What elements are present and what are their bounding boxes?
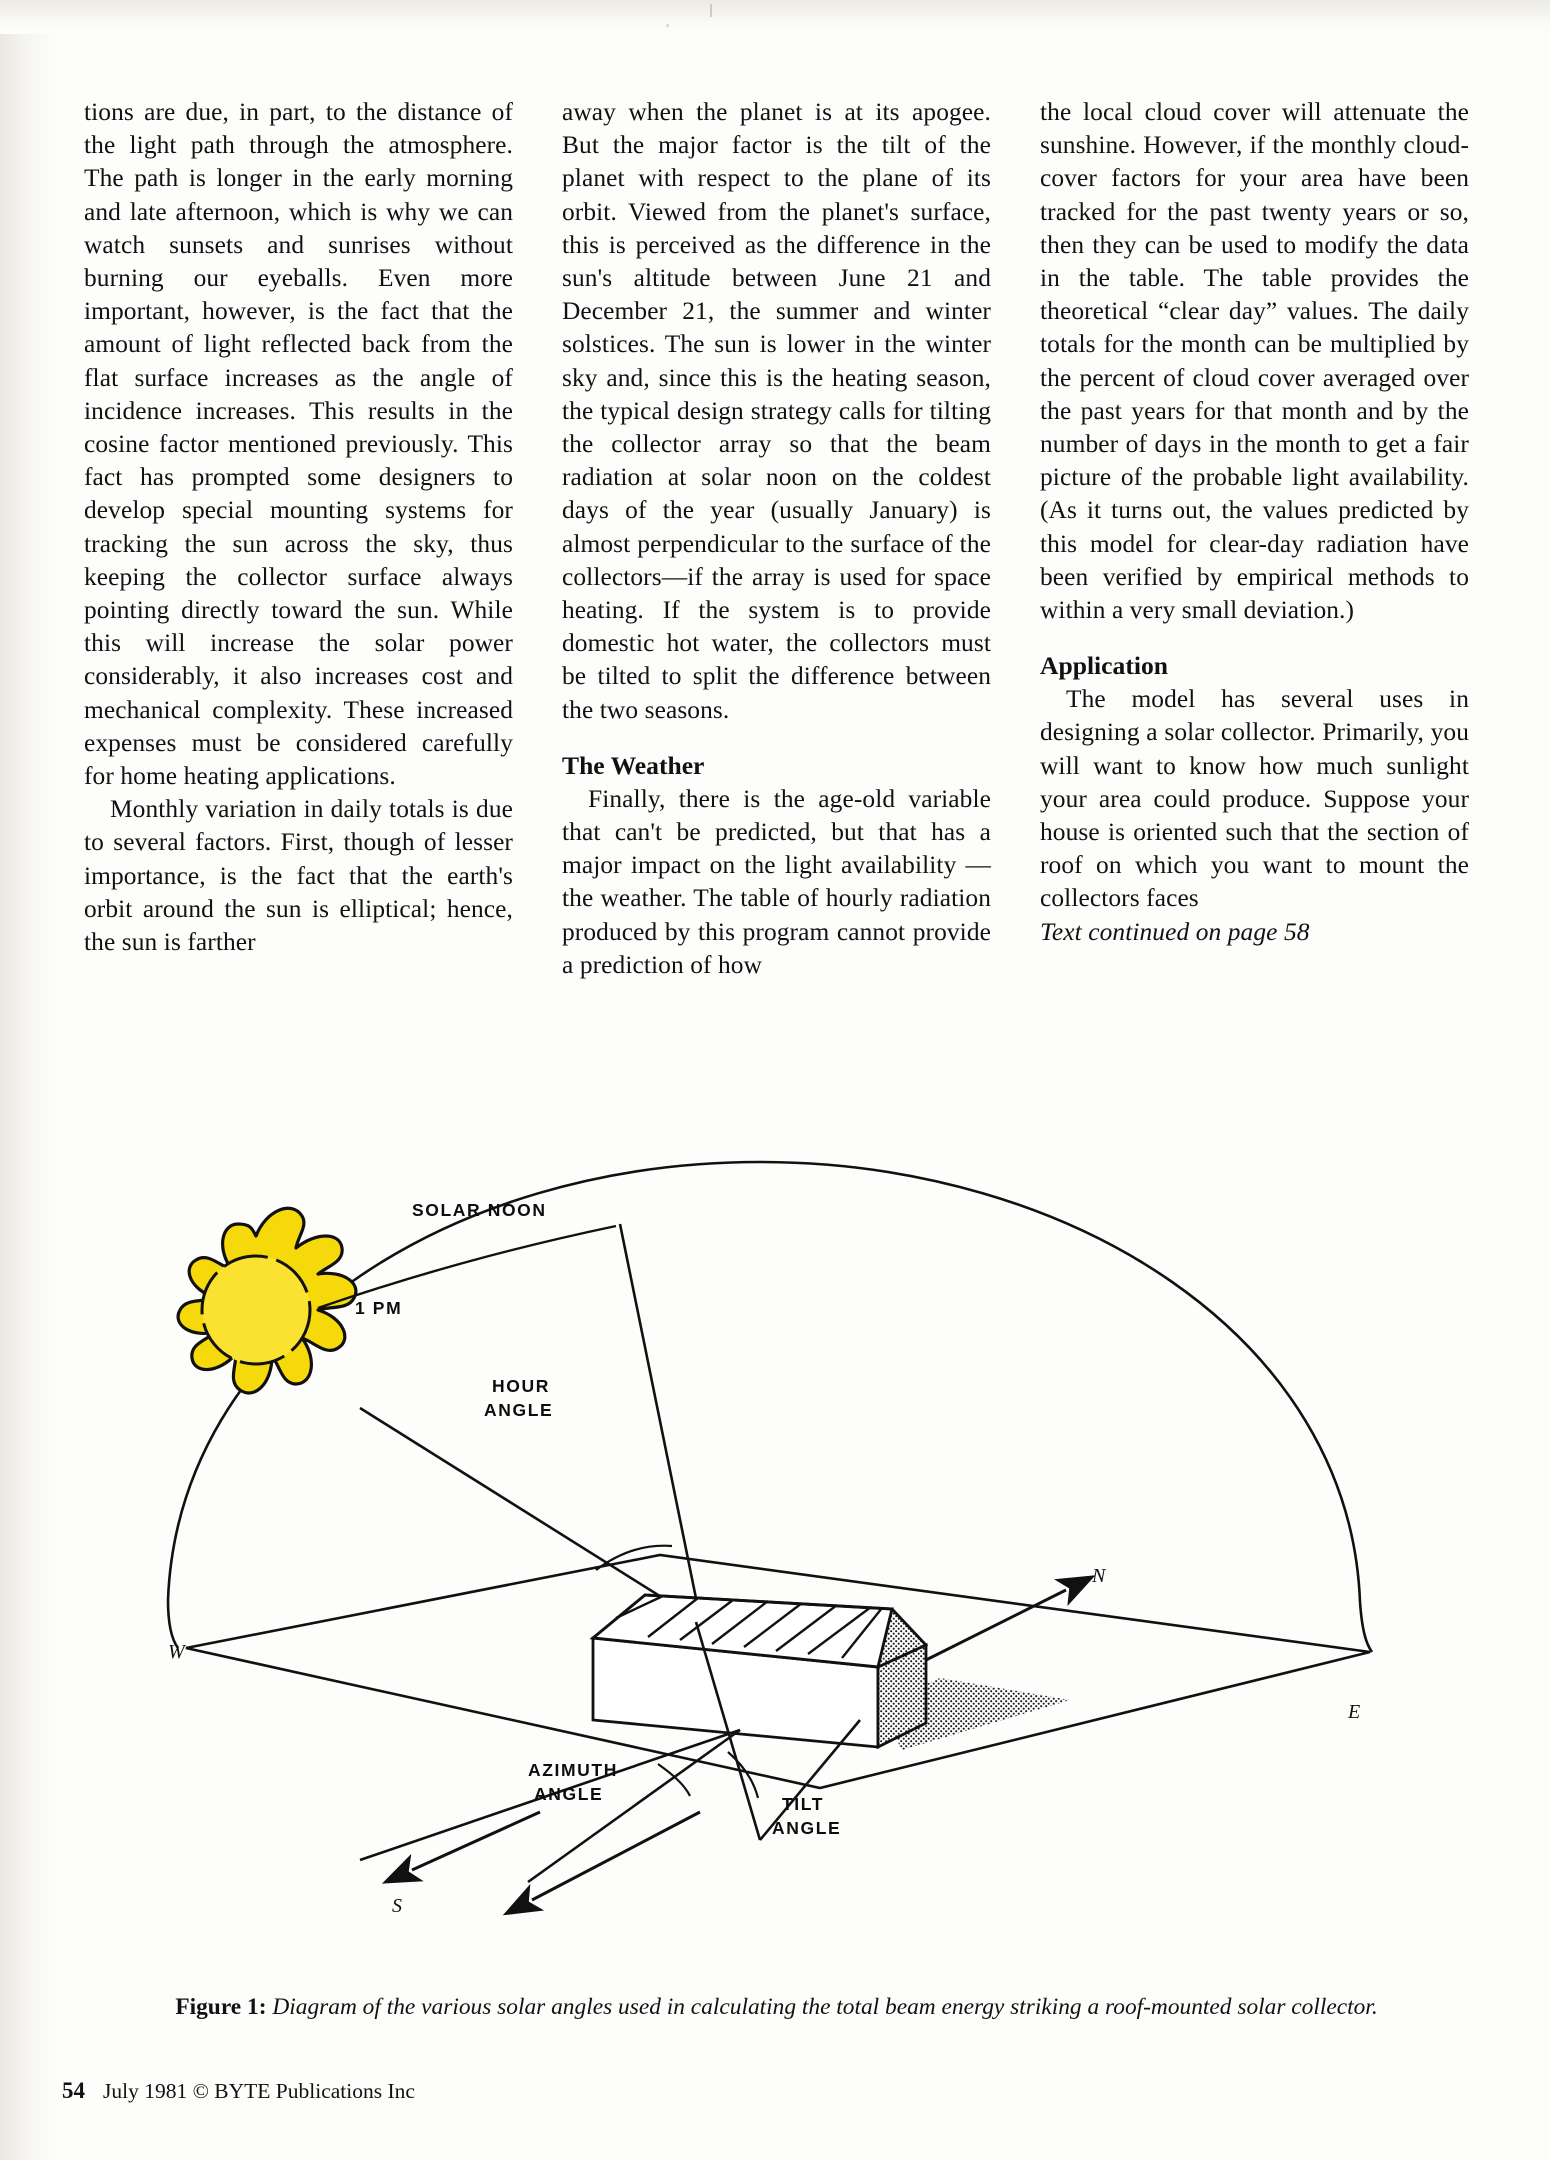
figure-caption [84, 1992, 1469, 2022]
sun-icon [178, 1208, 356, 1393]
figure-caption-label: Figure 1: [175, 1994, 267, 2020]
paragraph: Finally, there is the age-old variable that can't be predicted, but that has a major impact on the light availability — the weather. The table of hourly radiation produced by this program cannot provide a prediction of how [562, 784, 991, 979]
label-solar-noon: SOLAR NOON [412, 1200, 547, 1220]
scan-edge-shadow-left [0, 0, 58, 2160]
label-hour-angle-line2: ANGLE [484, 1400, 554, 1420]
compass-arrow-southwest [532, 1812, 700, 1900]
direction-label-west: W [168, 1641, 185, 1663]
section-heading-application: Application [1040, 651, 1168, 681]
label-hour-angle [484, 1376, 553, 1420]
label-tilt-angle-line2: ANGLE [772, 1818, 842, 1838]
page-footer [62, 2078, 415, 2104]
house-with-solar-collector [593, 1595, 1070, 1750]
label-azimuth-angle-line1: AZIMUTH [528, 1760, 618, 1780]
label-tilt-angle-line1: TILT [782, 1794, 825, 1814]
scan-artifact-speck [710, 4, 712, 17]
text-column-2 [562, 96, 991, 982]
label-azimuth-angle-line2: ANGLE [534, 1784, 604, 1804]
direction-label-south: S [392, 1895, 402, 1917]
paragraph: away when the planet is at its apogee. But the major factor is the tilt of the planet with respect to the plane of its orbit. Viewed from the planet's surface, this is perceived as the difference in the sun's altitude between June 21 and December 21, the summer and winter solstices. The sun is lower in the winter sky and, since this is the heating season, the typical design strategy calls for tilting the collector array so that the beam radiation at solar noon on the coldest days of the year (usually January) is almost perpendicular to the surface of the collectors—if the array is used for space heating. If the system is to provide domestic hot water, the collectors must be tilted to split the difference between the two seasons. [562, 98, 991, 724]
text-continued-note: Text continued on page 58 [1040, 917, 1310, 946]
paragraph: Monthly variation in daily totals is due to several factors. First, though of lesser importance, is the fact that the earth's orbit around the sun is elliptical; hence, the sun is farther [84, 795, 513, 957]
direction-label-north: N [1092, 1565, 1106, 1587]
scan-edge-shadow-top [0, 0, 1550, 34]
article-body [84, 96, 1469, 982]
label-hour-angle-line1: HOUR [492, 1376, 550, 1396]
page-number: 54 [62, 2078, 85, 2103]
celestial-dome-path [168, 1162, 1372, 1652]
label-tilt-angle [772, 1794, 841, 1838]
paragraph: the local cloud cover will attenuate the sunshine. However, if the monthly cloud-cover factors for your area have been tracked for the past twenty years or so, then they can be used to modify the data in the table. The table provides the theoretical “clear day” values. The daily totals for the month can be multiplied by the percent of cloud cover averaged over the past years for that month and by the number of days in the month to get a fair picture of the probable light availability. (As it turns out, the values predicted by this model for clear-day radiation have been verified by empirical methods to within a very small deviation.) [1040, 98, 1469, 625]
text-column-3 [1040, 96, 1469, 982]
label-azimuth-angle [528, 1760, 618, 1804]
one-pm-ray [360, 1408, 698, 1620]
scan-artifact-dot [666, 24, 669, 27]
figure-1-solar-angles-diagram [60, 1140, 1490, 1940]
publication-imprint: July 1981 © BYTE Publications Inc [103, 2079, 415, 2103]
label-1-pm: 1 PM [355, 1298, 403, 1318]
text-column-1 [84, 96, 513, 982]
section-heading-the-weather: The Weather [562, 750, 705, 780]
paragraph: tions are due, in part, to the distance of the light path through the atmosphere. The path is longer in the early morning and late afternoon, which is why we can watch sunsets and sunrises without burning our eyeballs. Even more important, however, is the fact that the amount of light reflected back from the flat surface increases as the angle of incidence increases. This results in the cosine factor mentioned previously. This fact has prompted some designers to develop special mounting systems for tracking the sun across the sky, thus keeping the collector surface always pointing directly toward the sun. While this will increase the solar power considerably, it also increases cost and mechanical complexity. These increased expenses must be considered carefully for home heating applications. [84, 98, 513, 791]
paragraph: The model has several uses in designing a solar collector. Primarily, you will want to know how much sunlight your area could produce. Suppose your house is oriented such that the section of roof on which you want to mount the collectors faces [1040, 685, 1469, 913]
direction-label-east: E [1348, 1701, 1361, 1723]
figure-caption-text: Diagram of the various solar angles used in calculating the total beam energy striking a roof-mounted solar collector. [272, 1994, 1378, 2020]
azimuth-angle-construction [360, 1730, 740, 1882]
